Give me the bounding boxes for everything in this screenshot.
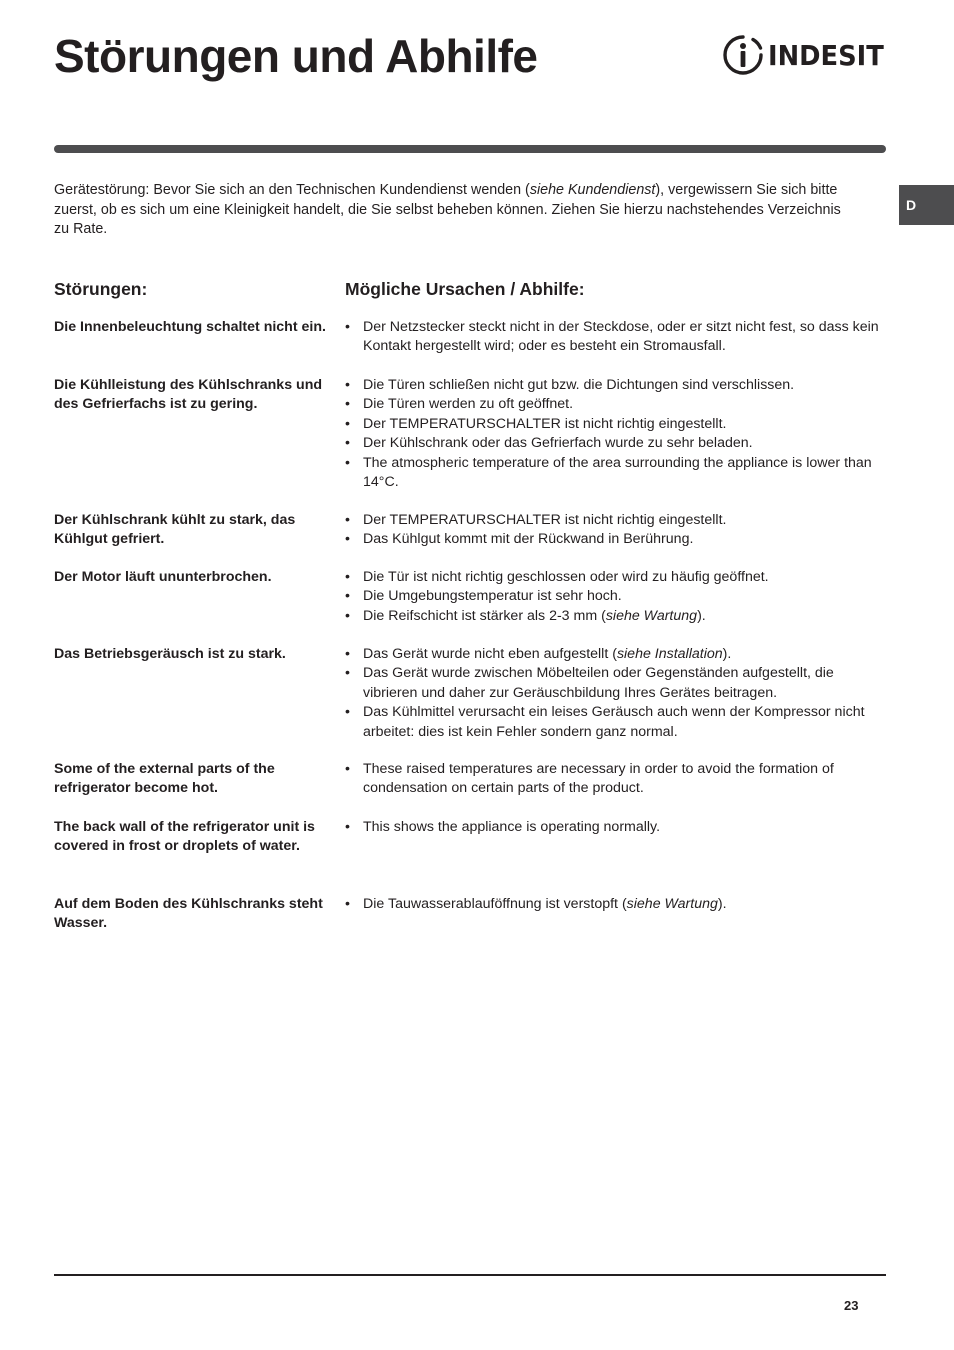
- cause-text: Das Gerät wurde zwischen Möbelteilen oder Gegenständen aufgestellt, die vibrieren und daher zur Geräuschbildung Ihres Gerätes beitragen.: [363, 665, 834, 701]
- cause-item: [345, 587, 890, 606]
- cause-text: This shows the appliance is operating normally.: [363, 819, 661, 835]
- intro-paragraph: [54, 181, 854, 240]
- indesit-logo: [722, 33, 894, 77]
- cause-list: [345, 818, 890, 837]
- cause-text-after: ).: [717, 896, 727, 912]
- problem-text: Some of the external parts of the refrigerator become hot.: [54, 761, 275, 797]
- cause-item: [345, 664, 890, 703]
- cause-list: [345, 760, 890, 799]
- cause-item: [345, 568, 890, 587]
- cause-list: [345, 511, 890, 550]
- problem-text: Der Motor läuft ununterbrochen.: [54, 569, 272, 585]
- intro-text-after: ), vergewissern Sie sich bitte zuerst, ob es sich um eine Kleinigkeit handelt, die Sie selbst beheben können. Ziehen Sie hierzu nachstehendes Verzeichnis zu Rate.: [54, 182, 841, 238]
- cause-text: Das Gerät wurde nicht eben aufgestellt (: [363, 646, 617, 662]
- cause-text: The atmospheric temperature of the area surrounding the appliance is lower than 14°C.: [363, 454, 872, 491]
- intro-text-before: Gerätestörung: Bevor Sie sich an den Technischen Kundendienst wenden (: [54, 182, 530, 198]
- intro-reference: siehe Kundendienst: [529, 182, 656, 198]
- cause-reference: siehe Wartung: [605, 607, 698, 624]
- cause-item: [345, 318, 890, 357]
- cause-item: [345, 415, 890, 434]
- problems-heading: Störungen:: [54, 279, 148, 299]
- cause-item: [345, 818, 890, 837]
- cause-text: Der TEMPERATURSCHALTER ist nicht richtig eingestellt.: [363, 415, 727, 432]
- cause-text: Die Türen schließen nicht gut bzw. die Dichtungen sind verschlissen.: [363, 377, 795, 393]
- cause-item: [345, 895, 890, 914]
- cause-item: [345, 395, 890, 414]
- problem-text: The back wall of the refrigerator unit is covered in frost or droplets of water.: [54, 819, 315, 855]
- problem-text: Die Kühlleistung des Kühlschranks und des Gefrierfachs ist zu gering.: [54, 377, 323, 413]
- logo-wordmark: INDESIT: [768, 38, 884, 72]
- problem-text: Auf dem Boden des Kühlschranks steht Wasser.: [54, 896, 323, 932]
- cause-text: Die Reifschicht ist stärker als 2-3 mm (: [363, 607, 606, 624]
- cause-text: Die Tür ist nicht richtig geschlossen oder wird zu häufig geöffnet.: [363, 569, 769, 585]
- cause-reference: siehe Wartung: [626, 896, 718, 912]
- cause-text: Das Kühlmittel verursacht ein leises Geräusch auch wenn der Kompressor nicht arbeitet: dies ist kein Fehler sondern ganz normal.: [363, 704, 865, 740]
- cause-text: Die Tauwasserablauföffnung ist verstopft (: [363, 896, 627, 912]
- cause-item: [345, 760, 890, 799]
- cause-item: [345, 376, 890, 395]
- cause-item: [345, 607, 890, 626]
- cause-list: [345, 895, 890, 914]
- cause-text: Der Kühlschrank oder das Gefrierfach wurde zu sehr beladen.: [363, 435, 753, 452]
- cause-list: [345, 568, 890, 626]
- cause-item: [345, 703, 890, 742]
- causes-heading: Mögliche Ursachen / Abhilfe:: [345, 279, 585, 299]
- header-rule: [54, 145, 886, 153]
- cause-text: Der TEMPERATURSCHALTER ist nicht richtig eingestellt.: [363, 512, 727, 528]
- cause-list: [345, 645, 890, 742]
- page-title: Störungen und Abhilfe: [54, 30, 538, 82]
- cause-text-after: ).: [722, 646, 732, 662]
- cause-text-after: ).: [697, 607, 706, 624]
- problem-text: Der Kühlschrank kühlt zu stark, das Kühlgut gefriert.: [54, 512, 296, 548]
- cause-item: [345, 454, 890, 493]
- cause-item: [345, 511, 890, 530]
- cause-text: These raised temperatures are necessary in order to avoid the formation of condensation on certain parts of the product.: [363, 761, 834, 797]
- footer-rule: [54, 1274, 886, 1276]
- page-number: 23: [844, 1298, 859, 1313]
- indesit-logo-icon: [722, 34, 764, 76]
- cause-text: Der Netzstecker steckt nicht in der Steckdose, oder er sitzt nicht fest, so dass kein Kontakt hergestellt wird; oder es besteht ein Stromausfall.: [363, 319, 879, 355]
- cause-list: [345, 318, 890, 357]
- cause-item: [345, 530, 890, 549]
- cause-text: Das Kühlgut kommt mit der Rückwand in Berührung.: [363, 531, 694, 548]
- cause-reference: siehe Installation: [616, 646, 723, 662]
- cause-item: [345, 434, 890, 453]
- cause-text: Die Umgebungstemperatur ist sehr hoch.: [363, 588, 622, 605]
- cause-item: [345, 645, 890, 664]
- problem-text: Das Betriebsgeräusch ist zu stark.: [54, 646, 286, 662]
- language-tab: D: [899, 185, 954, 225]
- cause-text: Die Türen werden zu oft geöffnet.: [363, 396, 574, 413]
- cause-list: [345, 376, 890, 492]
- problem-text: Die Innenbeleuchtung schaltet nicht ein.: [54, 319, 326, 335]
